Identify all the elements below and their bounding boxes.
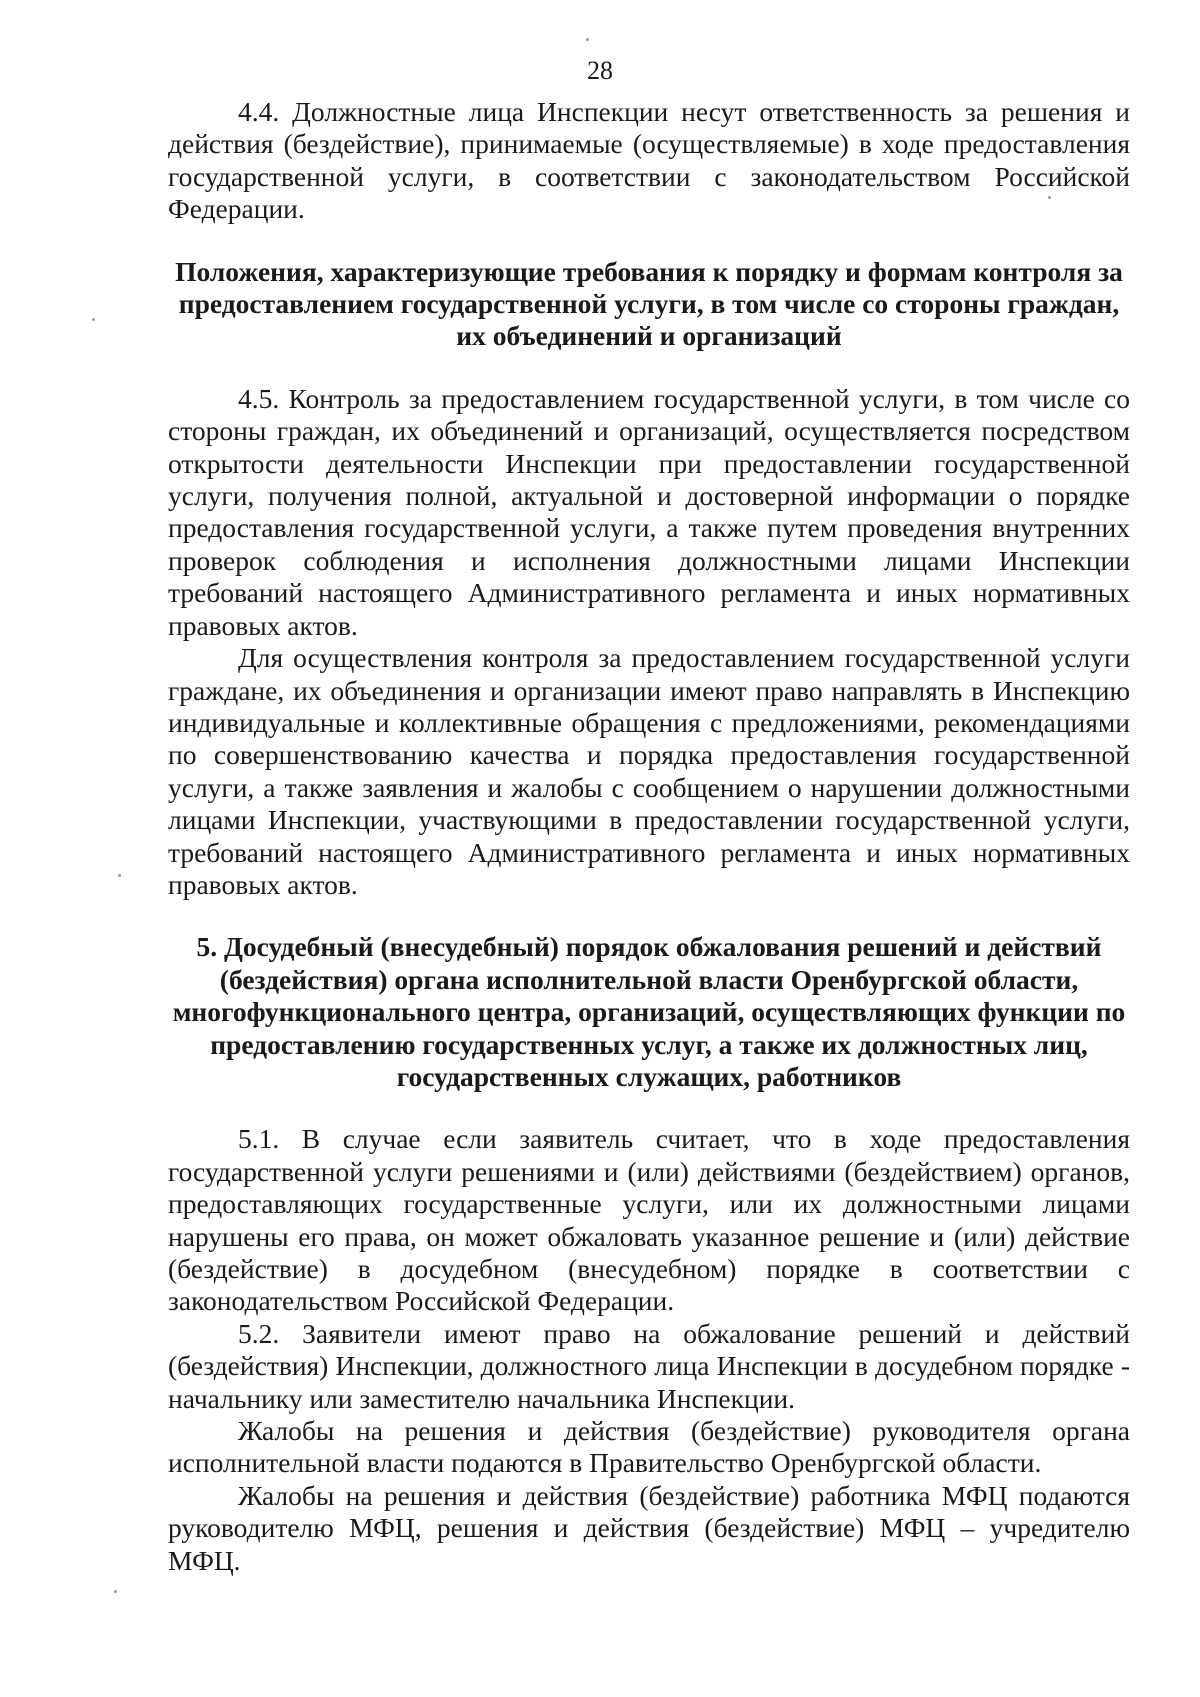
scan-speck [586,38,589,41]
scan-speck [114,1590,117,1593]
section-heading-control: Положения, характеризующие требования к порядку и формам контроля за предоставлением государственной услуги, в том числе со стороны граждан, их объединений и организаций [175,255,1123,352]
scan-speck [118,874,121,877]
paragraph-4-5: 4.5. Контроль за предоставлением государственной услуги, в том числе со стороны граждан, их объединений и организаций, осуществляется посредством открытости деятельности Инспекции при предоставлении государственной услуги, получения полной, актуальной и достоверной информации о порядке предоставления государственной услуги, а также путем проведения внутренних проверок соблюдения и исполнения должностными лицами Инспекции требований настоящего Административного регламента и иных нормативных правовых актов. [168,382,1130,641]
paragraph-5-2-government: Жалобы на решения и действия (бездействие) руководителя органа исполнительной власти подаются в Правительство Оренбургской области. [168,1415,1130,1479]
document-body [168,96,1130,1577]
scan-speck [1048,196,1051,199]
scan-speck [92,318,95,321]
section-heading-5: 5. Досудебный (внесудебный) порядок обжалования решений и действий (бездействия) органа исполнительной власти Оренбургской области, многофункционального центра, организаций, осуществляющих функции по предоставлению государственных услуг, а также их должностных лиц, государственных служащих, работников [172,931,1126,1092]
paragraph-4-4: 4.4. Должностные лица Инспекции несут ответственность за решения и действия (бездействие), принимаемые (осуществляемые) в ходе предоставления государственной услуги, в соответствии с законодательством Российской Федерации. [168,96,1130,225]
paragraph-5-2-mfc: Жалобы на решения и действия (бездействие) работника МФЦ подаются руководителю МФЦ, решения и действия (бездействие) МФЦ – учредителю МФЦ. [168,1479,1130,1576]
paragraph-5-2: 5.2. Заявители имеют право на обжалование решений и действий (бездействия) Инспекции, должностного лица Инспекции в досудебном порядке - начальнику или заместителю начальника Инспекции. [168,1317,1130,1414]
paragraph-5-1: 5.1. В случае если заявитель считает, что в ходе предоставления государственной услуги решениями и (или) действиями (бездействием) органов, предоставляющих государственные услуги, или их должностными лицами нарушены его права, он может обжаловать указанное решение и (или) действие (бездействие) в досудебном (внесудебном) порядке в соответствии с законодательством Российской Федерации. [168,1123,1130,1317]
paragraph-4-5-continued: Для осуществления контроля за предоставлением государственной услуги граждане, их объединения и организации имеют право направлять в Инспекцию индивидуальные и коллективные обращения с предложениями, рекомендациями по совершенствованию качества и порядка предоставления государственной услуги, а также заявления и жалобы с сообщением о нарушении должностными лицами Инспекции, участвующими в предоставлении государственной услуги, требований настоящего Административного регламента и иных нормативных правовых актов. [168,642,1130,900]
page-number: 28 [587,56,613,85]
